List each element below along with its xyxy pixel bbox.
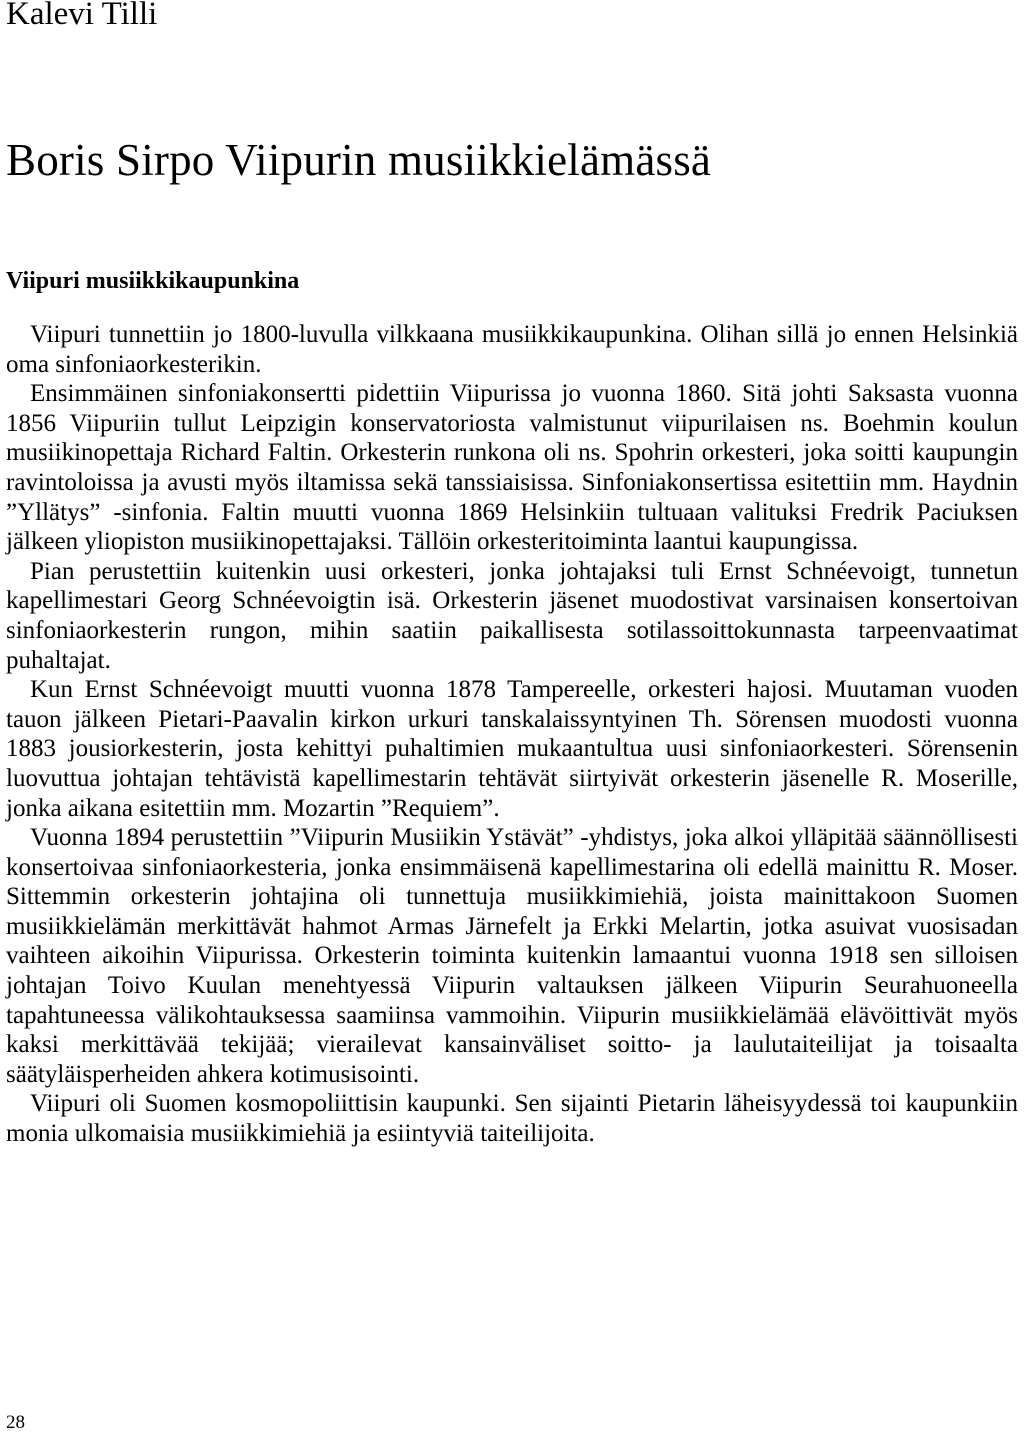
paragraph: Vuonna 1894 perustettiin ”Viipurin Musiikin Ystävät” -yhdistys, joka alkoi ylläpitää säännöllisesti konsertoivaa sinfoniaorkesteria, jonka ensimmäisenä kapellimestarina oli edellä mainittu R. Moser. Sittemmin orkesterin johtajina oli tunnettuja musiikkimiehiä, joista mainittakoon Suomen musiikkielämän merkittävät hahmot Armas Järnefelt ja Erkki Melartin, jotka asuivat vuosisadan vaihteen aikoihin Viipurissa. Orkesterin toiminta kuitenkin lamaantui vuonna 1918 sen silloisen johtajan Toivo Kuulan menehtyessä Viipurin valtauksen jälkeen Viipurin Seurahuoneella tapahtuneessa välikohtauksessa saamiinsa vammoihin. Viipurin musiikkielämää elävöittivät myös kaksi merkittävää tekijää; vierailevat kansainväliset soitto- ja laulutaiteilijat ja toisaalta säätyläisperheiden ahkera kotimusisointi. <box>6 824 1018 1088</box>
article-title: Boris Sirpo Viipurin musiikkielämässä <box>6 135 712 185</box>
page-number: 28 <box>6 1412 25 1433</box>
paragraph: Kun Ernst Schnéevoigt muutti vuonna 1878 Tampereelle, orkesteri hajosi. Muutaman vuoden tauon jälkeen Pietari-Paavalin kirkon urkuri tanskalaissyntyinen Th. Sörensen muodosti vuonna 1883 jousiorkesterin, josta kehittyi puhaltimien mukaantultua uusi sinfoniaorkesteri. Sörensenin luovuttua johtajan tehtävistä kapellimestarin tehtävät siirtyivät orkesterin jäsenelle R. Moserille, jonka aikana esitettiin mm. Mozartin ”Requiem”. <box>6 676 1018 822</box>
section-heading: Viipuri musiikkikaupunkina <box>6 268 300 294</box>
paragraph: Viipuri oli Suomen kosmopoliittisin kaupunki. Sen sijainti Pietarin läheisyydessä toi kaupunkiin monia ulkomaisia musiikkimiehiä ja esiintyviä taiteilijoita. <box>6 1090 1018 1148</box>
author-name: Kalevi Tilli <box>6 0 158 32</box>
paragraph: Viipuri tunnettiin jo 1800-luvulla vilkkaana musiikkikaupunkina. Olihan sillä jo ennen Helsinkiä oma sinfoniaorkesterikin. <box>6 321 1018 378</box>
article-body <box>6 320 1018 1149</box>
paragraph: Pian perustettiin kuitenkin uusi orkesteri, jonka johtajaksi tuli Ernst Schnéevoigt, tunnetun kapellimestari Georg Schnéevoigtin isä. Orkesterin jäsenet muodostivat varsinaisen konsertoivan sinfoniaorkesterin rungon, mihin saatiin paikallisesta sotilassoittokunnasta tarpeenvaatimat puhaltajat. <box>6 557 1018 674</box>
paragraph: Ensimmäinen sinfoniakonsertti pidettiin Viipurissa jo vuonna 1860. Sitä johti Saksasta vuonna 1856 Viipuriin tullut Leipzigin konservatoriosta valmistunut viipurilaisen ns. Boehmin koulun musiikinopettaja Richard Faltin. Orkesterin runkona oli ns. Spohrin orkesteri, joka soitti kaupungin ravintoloissa ja avusti myös iltamissa sekä tanssiaisissa. Sinfoniakonsertissa esitettiin mm. Haydnin ”Yllätys” -sinfonia. Faltin muutti vuonna 1869 Helsinkiin tultuaan valituksi Fredrik Paciuksen jälkeen yliopiston musiikinopettajaksi. Tällöin orkesteritoiminta laantui kaupungissa. <box>6 380 1018 556</box>
